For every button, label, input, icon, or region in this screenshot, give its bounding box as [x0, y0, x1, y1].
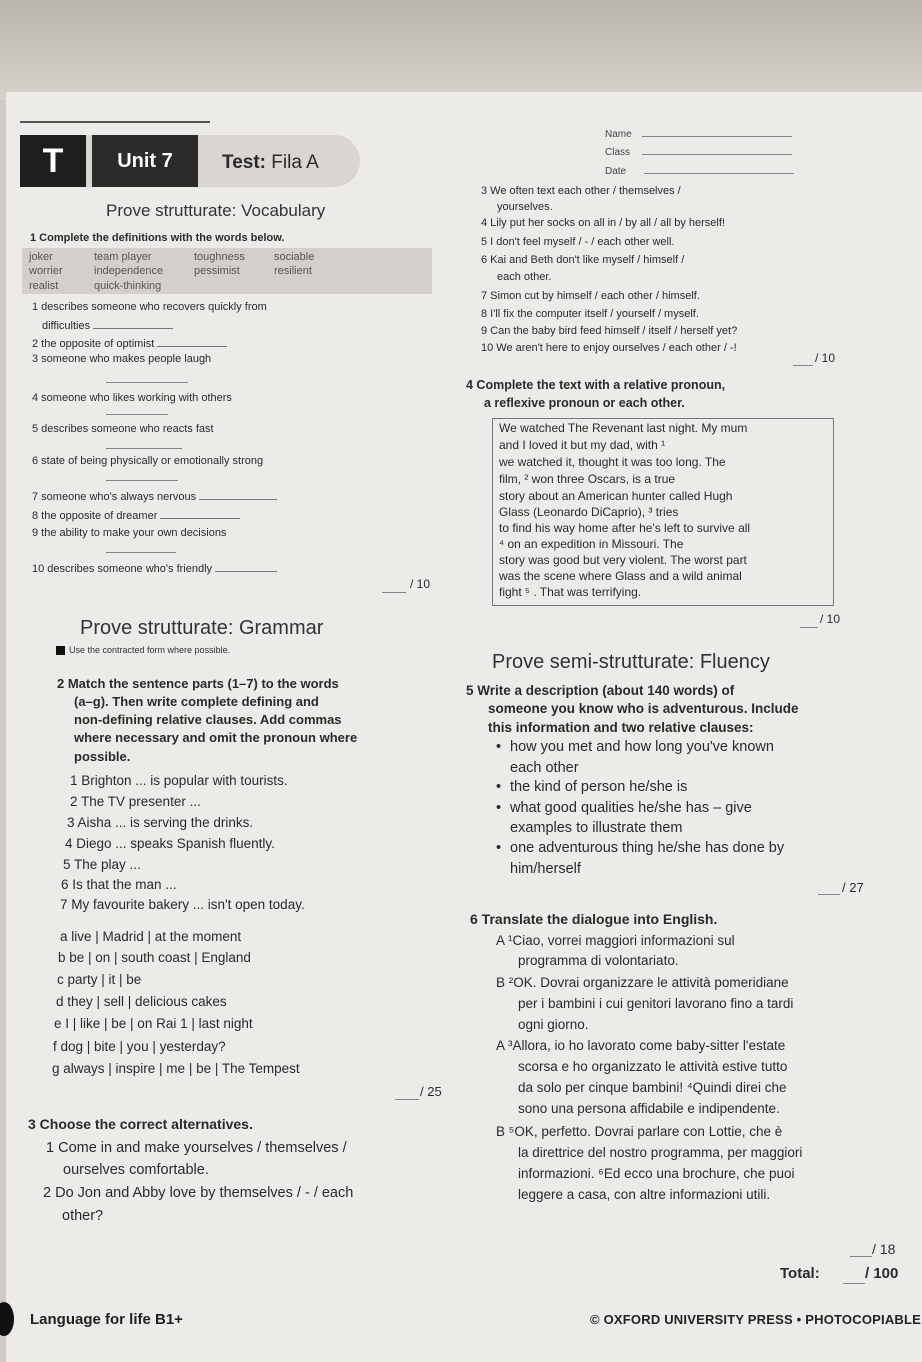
vocab-item-4: 4 someone who likes working with others: [32, 392, 232, 404]
ex3-item-2b: other?: [62, 1208, 104, 1224]
vocab-item-7[interactable]: 7 someone who's always nervous: [32, 489, 277, 503]
option-a: a live | Madrid | at the moment: [60, 929, 242, 944]
vocab-heading: Prove strutturate: Vocabulary: [106, 201, 326, 220]
grammar-heading: Prove strutturate: Grammar: [80, 617, 324, 639]
ex2-title-4: where necessary and omit the pronoun where: [74, 730, 358, 745]
story-box: [492, 418, 834, 606]
ex3-item-1b: ourselves comfortable.: [63, 1162, 209, 1178]
option-c: c party | it | be: [57, 972, 142, 987]
ex3-item-6: 6 Kai and Beth don't like myself / himself /: [481, 254, 685, 266]
answer-line-6[interactable]: [106, 480, 178, 481]
score-line-4: [800, 627, 818, 628]
dialogue-4b: la direttrice del nostro programma, per maggiori: [518, 1145, 803, 1160]
answer-line-3[interactable]: [106, 382, 188, 383]
story-line-7: to find his way home after he's left to survive all: [499, 521, 751, 535]
score-ex4: / 10: [820, 612, 841, 626]
sentence-2: 2 The TV presenter ...: [70, 794, 201, 809]
story-line-4: film, ² won three Oscars, is a true: [499, 472, 676, 486]
sentence-7: 7 My favourite bakery ... isn't open today.: [60, 897, 305, 912]
dialogue-2c: ogni giorno.: [518, 1017, 589, 1032]
ex3-item-6b: each other.: [497, 271, 552, 283]
answer-line-4[interactable]: [106, 414, 168, 415]
dialogue-3c: da solo per cinque bambini! ⁴Quindi direi che: [518, 1080, 787, 1095]
option-e: e I | like | be | on Rai 1 | last night: [54, 1016, 253, 1031]
word-row-2: worrier independence pessimist resilient: [29, 265, 312, 277]
background-table: [0, 0, 922, 100]
story-line-11: fight ⁵ . That was terrifying.: [499, 585, 642, 599]
footer-copyright: © OXFORD UNIVERSITY PRESS • PHOTOCOPIABLE: [590, 1312, 922, 1327]
name-field[interactable]: Name: [605, 127, 805, 140]
story-line-1: We watched The Revenant last night. My mum: [499, 421, 748, 435]
ex5-title-2: someone you know who is adventurous. Include: [488, 701, 799, 716]
dialogue-2b: per i bambini i cui genitori lavorano fino a tardi: [518, 996, 794, 1011]
ex3-title: 3 Choose the correct alternatives.: [28, 1116, 253, 1132]
ex3-item-9: 9 Can the baby bird feed himself / itself / herself yet?: [481, 325, 738, 337]
sentence-3: 3 Aisha ... is serving the drinks.: [67, 815, 254, 830]
vocab-item-1: 1 describes someone who recovers quickly from: [32, 301, 267, 313]
ex3-item-5: 5 I don't feel myself / - / each other well.: [481, 236, 675, 248]
fluency-heading: Prove semi-strutturate: Fluency: [492, 651, 770, 673]
ex6-title: 6 Translate the dialogue into English.: [470, 911, 718, 927]
sentence-1: 1 Brighton ... is popular with tourists.: [70, 773, 288, 788]
vocab-item-5: 5 describes someone who reacts fast: [32, 423, 214, 435]
option-f: f dog | bite | you | yesterday?: [53, 1039, 226, 1054]
vocab-item-9: 9 the ability to make your own decisions: [32, 527, 227, 539]
total-score: / 100: [865, 1265, 899, 1282]
score-line-6: [850, 1256, 872, 1257]
story-line-5: story about an American hunter called Hugh: [499, 489, 733, 503]
ex4-title-b: a reflexive pronoun or each other.: [484, 396, 685, 410]
vocab-item-10[interactable]: 10 describes someone who's friendly: [32, 561, 277, 575]
story-line-2: and I loved it but my dad, with ¹: [499, 438, 666, 452]
total-label: Total:: [780, 1265, 820, 1282]
score-line-2: [395, 1099, 419, 1100]
word-row-3: realist quick-thinking: [29, 280, 162, 292]
option-d: d they | sell | delicious cakes: [56, 994, 227, 1009]
story-line-10: was the scene where Glass and a wild animal: [499, 569, 742, 583]
ex3-item-3b: yourselves.: [497, 201, 553, 213]
test-title: Test: Fila A: [222, 152, 319, 173]
vocab-item-6: 6 state of being physically or emotionally strong: [32, 455, 264, 467]
score-ex3-right: / 10: [815, 351, 836, 365]
story-line-9: story was good but very violent. The worst part: [499, 553, 747, 567]
dialogue-3d: sono una persona affidabile e indipendente.: [518, 1101, 780, 1116]
vocab-item-1b[interactable]: difficulties: [42, 318, 173, 332]
vocab-item-8[interactable]: 8 the opposite of dreamer: [32, 508, 240, 522]
class-field[interactable]: Class: [605, 145, 805, 158]
answer-line-9[interactable]: [106, 552, 176, 553]
score-ex5: / 27: [842, 880, 864, 895]
bullet-1: • how you met and how long you've known: [510, 739, 774, 755]
ex2-title-5: possible.: [74, 749, 131, 764]
score-ex2: / 25: [420, 1084, 442, 1099]
note-icon: [56, 646, 65, 655]
dialogue-4d: leggere a casa, con altre informazioni utili.: [518, 1187, 771, 1202]
ex3-item-3: 3 We often text each other / themselves /: [481, 185, 681, 197]
dialogue-1: A ¹Ciao, vorrei maggiori informazioni sul: [496, 933, 735, 948]
ex3-item-4: 4 Lily put her socks on all in / by all / all by herself!: [481, 217, 725, 229]
sentence-5: 5 The play ...: [63, 857, 141, 872]
score-ex1: / 10: [410, 577, 431, 591]
ex1-title: 1 Complete the definitions with the words below.: [30, 232, 285, 244]
bullet-4b: him/herself: [510, 861, 581, 877]
ex2-title-3: non-defining relative clauses. Add commas: [74, 712, 342, 727]
bullet-3: • what good qualities he/she has – give: [510, 800, 752, 816]
footer-title: Language for life B1+: [30, 1311, 183, 1328]
bullet-2: • the kind of person he/she is: [510, 779, 687, 795]
ex3-item-7: 7 Simon cut by himself / each other / himself.: [481, 290, 700, 302]
dialogue-3: A ³Allora, io ho lavorato come baby-sitter l'estate: [496, 1038, 786, 1053]
grammar-note: Use the contracted form where possible.: [56, 645, 230, 655]
dialogue-2: B ²OK. Dovrai organizzare le attività pomeridiane: [496, 975, 789, 990]
sentence-4: 4 Diego ... speaks Spanish fluently.: [65, 836, 275, 851]
ex3-item-10: 10 We aren't here to enjoy ourselves / each other / -!: [481, 342, 737, 354]
ex3-item-1: 1 Come in and make yourselves / themselves /: [46, 1140, 347, 1156]
story-line-8: ⁴ on an expedition in Missouri. The: [499, 537, 684, 551]
bullet-1b: each other: [510, 760, 579, 776]
vocab-item-2[interactable]: 2 the opposite of optimist: [32, 336, 227, 350]
unit-label: Unit 7: [92, 135, 198, 187]
ex2-title-1: 2 Match the sentence parts (1–7) to the words: [57, 676, 339, 691]
score-line-1: [382, 592, 406, 593]
ex5-title-1: 5 Write a description (about 140 words) of: [466, 683, 735, 698]
dialogue-3b: scorsa e ho organizzato le attività estive tutto: [518, 1059, 788, 1074]
dialogue-1b: programma di volontariato.: [518, 953, 679, 968]
ex3-item-2: 2 Do Jon and Abby love by themselves / - / each: [43, 1185, 354, 1201]
bullet-4: • one adventurous thing he/she has done by: [510, 840, 784, 856]
sentence-6: 6 Is that the man ...: [61, 877, 177, 892]
ex4-title: 4 Complete the text with a relative pronoun,: [466, 378, 726, 392]
total-line: [843, 1283, 865, 1284]
score-ex6: / 18: [872, 1241, 896, 1257]
dialogue-4: B ⁵OK, perfetto. Dovrai parlare con Lottie, che è: [496, 1124, 783, 1139]
vocab-item-3: 3 someone who makes people laugh: [32, 353, 212, 365]
bullet-3b: examples to illustrate them: [510, 820, 683, 836]
score-line-5: [818, 894, 840, 895]
date-field[interactable]: Date: [605, 164, 805, 177]
option-b: b be | on | south coast | England: [58, 950, 251, 965]
teacher-badge: T: [20, 135, 86, 187]
story-line-3: we watched it, thought it was too long. The: [499, 455, 726, 469]
word-row-1: joker team player toughness sociable: [29, 251, 315, 263]
ex3-item-8: 8 I'll fix the computer itself / yourself / myself.: [481, 308, 699, 320]
option-g: g always | inspire | me | be | The Tempest: [52, 1061, 300, 1076]
ex2-title-2: (a–g). Then write complete defining and: [74, 694, 319, 709]
score-line-3: [793, 365, 813, 366]
story-line-6: Glass (Leonardo DiCaprio), ³ tries: [499, 505, 679, 519]
ex5-title-3: this information and two relative clauses:: [488, 720, 754, 735]
top-rule: [20, 121, 210, 123]
dialogue-4c: informazioni. ⁶Ed ecco una brochure, che puoi: [518, 1166, 795, 1181]
answer-line-5[interactable]: [106, 448, 182, 449]
